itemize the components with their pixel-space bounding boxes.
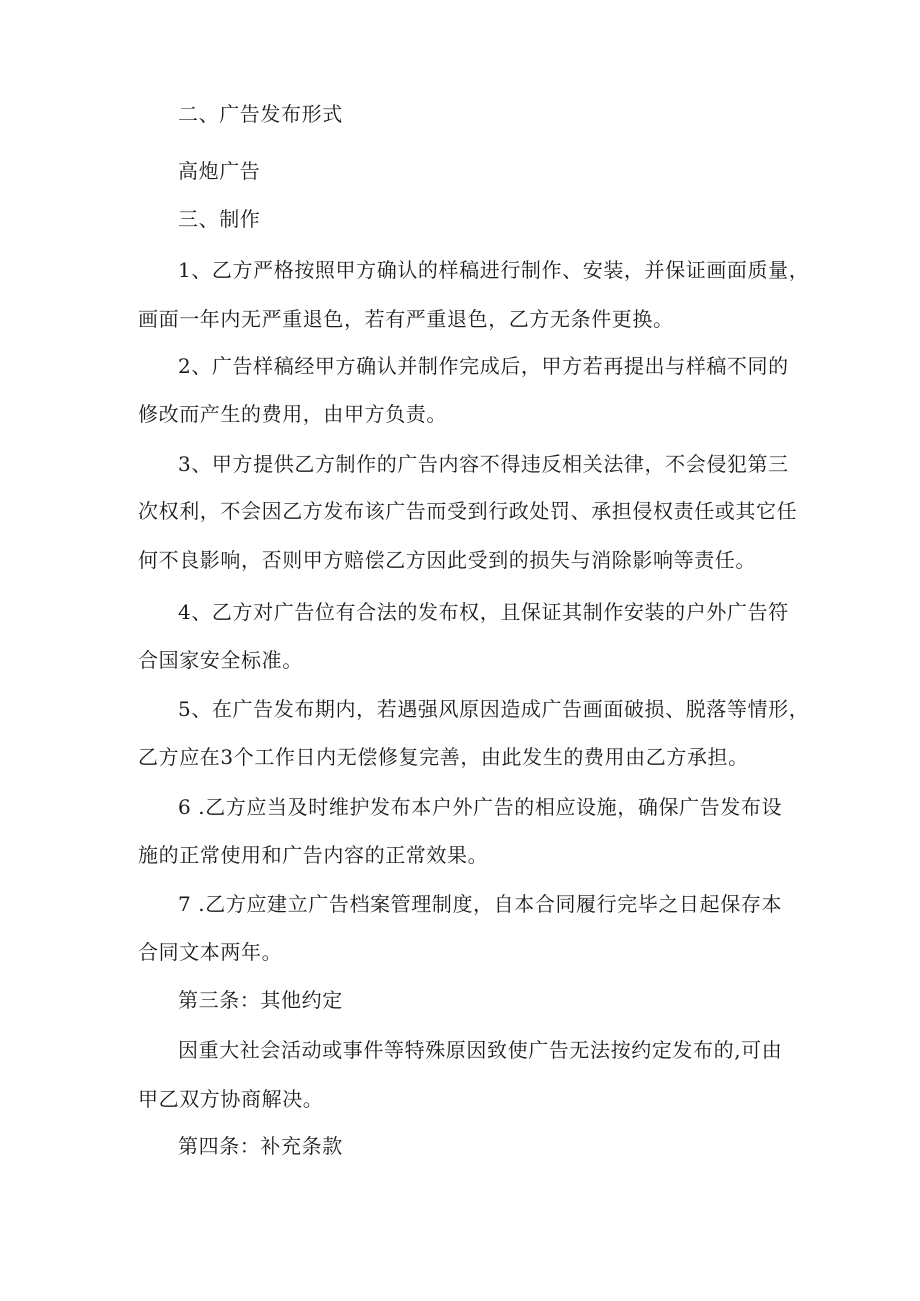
section-heading-publish-form: 二、广告发布形式 xyxy=(178,102,343,126)
clause-3-line-3: 何不良影响，否则甲方赔偿乙方因此受到的损失与消除影响等责任。 xyxy=(138,548,756,572)
clause-7-line-2: 合同文本两年。 xyxy=(138,940,283,964)
clause-5-line-1: 5、在广告发布期内，若遇强风原因造成广告画面破损、脱落等情形， xyxy=(178,697,810,721)
section-heading-production: 三、制作 xyxy=(178,207,261,231)
clause-2-line-2: 修改而产生的费用，由甲方负责。 xyxy=(138,402,447,426)
clause-2-line-1: 2、广告样稿经甲方确认并制作完成后，甲方若再提出与样稿不同的 xyxy=(178,354,789,378)
publish-form-text: 高炮广告 xyxy=(178,159,261,183)
clause-3-line-2: 次权利，不会因乙方发布该广告而受到行政处罚、承担侵权责任或其它任 xyxy=(138,499,798,523)
clause-1-line-2: 画面一年内无严重退色，若有严重退色，乙方无条件更换。 xyxy=(138,307,674,331)
clause-5-line-2: 乙方应在3个工作日内无偿修复完善，由此发生的费用由乙方承担。 xyxy=(138,745,749,769)
clause-6-line-1: 6 .乙方应当及时维护发布本户外广告的相应设施，确保广告发布设 xyxy=(178,795,783,819)
clause-3-line-1: 3、甲方提供乙方制作的广告内容不得违反相关法律，不会侵犯第三 xyxy=(178,452,789,476)
article-4-heading: 第四条：补充条款 xyxy=(178,1134,343,1158)
clause-7-line-1: 7 .乙方应建立广告档案管理制度，自本合同履行完毕之日起保存本 xyxy=(178,892,783,916)
clause-1-line-1: 1、乙方严格按照甲方确认的样稿进行制作、安装，并保证画面质量， xyxy=(178,258,810,282)
article-3-heading: 第三条：其他约定 xyxy=(178,988,343,1012)
clause-4-line-1: 4、乙方对广告位有合法的发布权，且保证其制作安装的户外广告符 xyxy=(178,600,789,624)
clause-6-line-2: 施的正常使用和广告内容的正常效果。 xyxy=(138,843,489,867)
article-3-text-line-1: 因重大社会活动或事件等特殊原因致使广告无法按约定发布的,可由 xyxy=(178,1038,783,1062)
clause-4-line-2: 合国家安全标准。 xyxy=(138,648,303,672)
article-3-text-line-2: 甲乙双方协商解决。 xyxy=(138,1087,324,1111)
